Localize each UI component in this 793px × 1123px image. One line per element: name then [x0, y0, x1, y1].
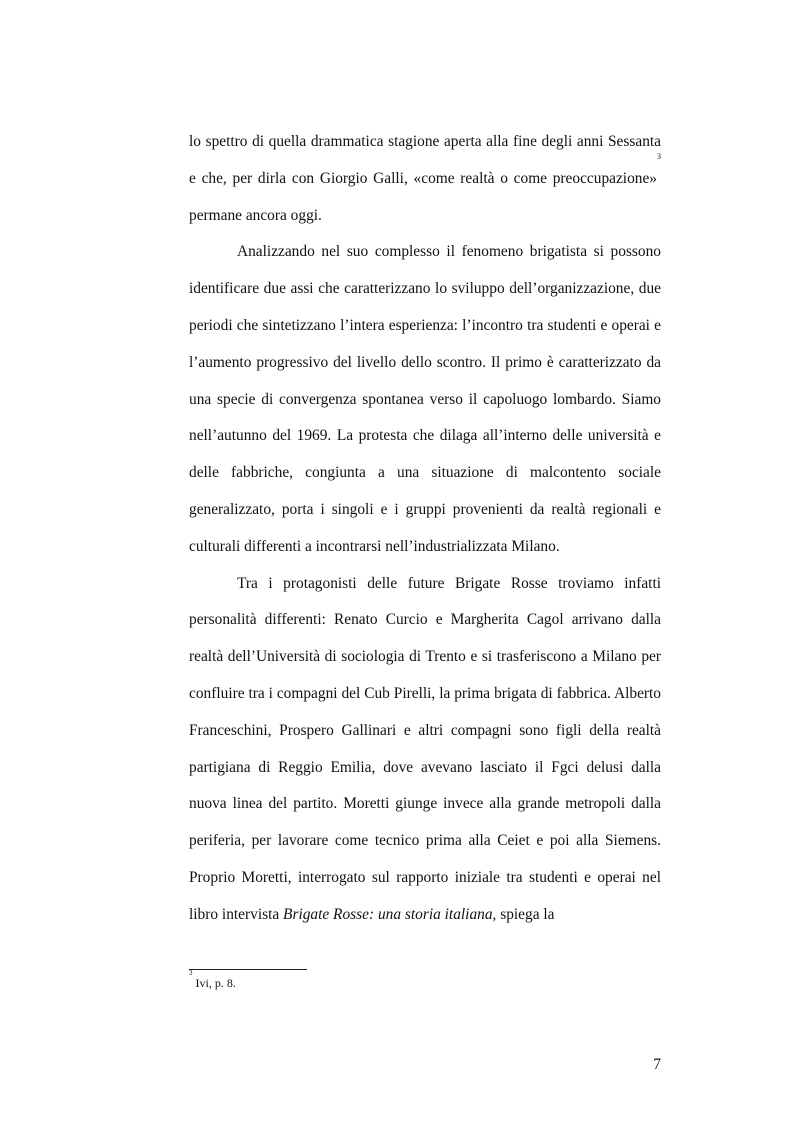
footnote-text: Ivi, p. 8. [192, 976, 236, 990]
paragraph-3-text: Tra i protagonisti delle future Brigate Rosse troviamo infatti personalità differenti: Renato Curcio e Margherita Cagol arrivano dalla realtà dell’Università di sociologia di Trento e si trasferiscono a Milano per confluire tra i compagni del Cub Pirelli, la prima brigata di fabbrica. Alberto Franceschini, Prospero Gallinari e altri compagni sono figli della realtà partigiana di Reggio Emilia, dove avevano lasciato il Fgci delusi dalla nuova linea del partito. Moretti giunge invece alla grande metropoli dalla periferia, per lavorare come tecnico prima alla Ceiet e poi alla Siemens. Proprio Moretti, interrogato sul rapporto iniziale tra studenti e operai nel libro intervista [189, 574, 661, 923]
paragraph-3-tail: , spiega la [492, 905, 555, 923]
footnote-reference: 3 [657, 151, 661, 161]
body-text [189, 124, 661, 934]
footnote-divider [189, 969, 307, 970]
paragraph-1 [189, 124, 661, 234]
paragraph-2: Analizzando nel suo complesso il fenomeno brigatista si possono identificare due assi che caratterizzano lo sviluppo dell’organizzazione, due periodi che sintetizzano l’intera esperienza: l’incontro tra studenti e operai e l’aumento progressivo del livello dello scontro. Il primo è caratterizzato da una specie di convergenza spontanea verso il capoluogo lombardo. Siamo nell’autunno del 1969. La protesta che dilaga all’interno delle università e delle fabbriche, congiunta a una situazione di malcontento sociale generalizzato, porta i singoli e i gruppi provenienti da realtà regionali e culturali differenti a incontrarsi nell’industrializzata Milano. [189, 243, 661, 555]
paragraph-1-text: lo spettro di quella drammatica stagione aperta alla fine degli anni Sessanta e che, per dirla con Giorgio Galli, «come realtà o come preoccupazione» [189, 133, 661, 187]
paragraph-1-tail: permane ancora oggi. [189, 206, 322, 224]
paragraph-3 [189, 566, 661, 934]
book-title: Brigate Rosse: una storia italiana [283, 905, 493, 923]
footnote [189, 969, 661, 991]
footnote-number: 3 [189, 969, 193, 977]
page-number: 7 [653, 1056, 661, 1073]
